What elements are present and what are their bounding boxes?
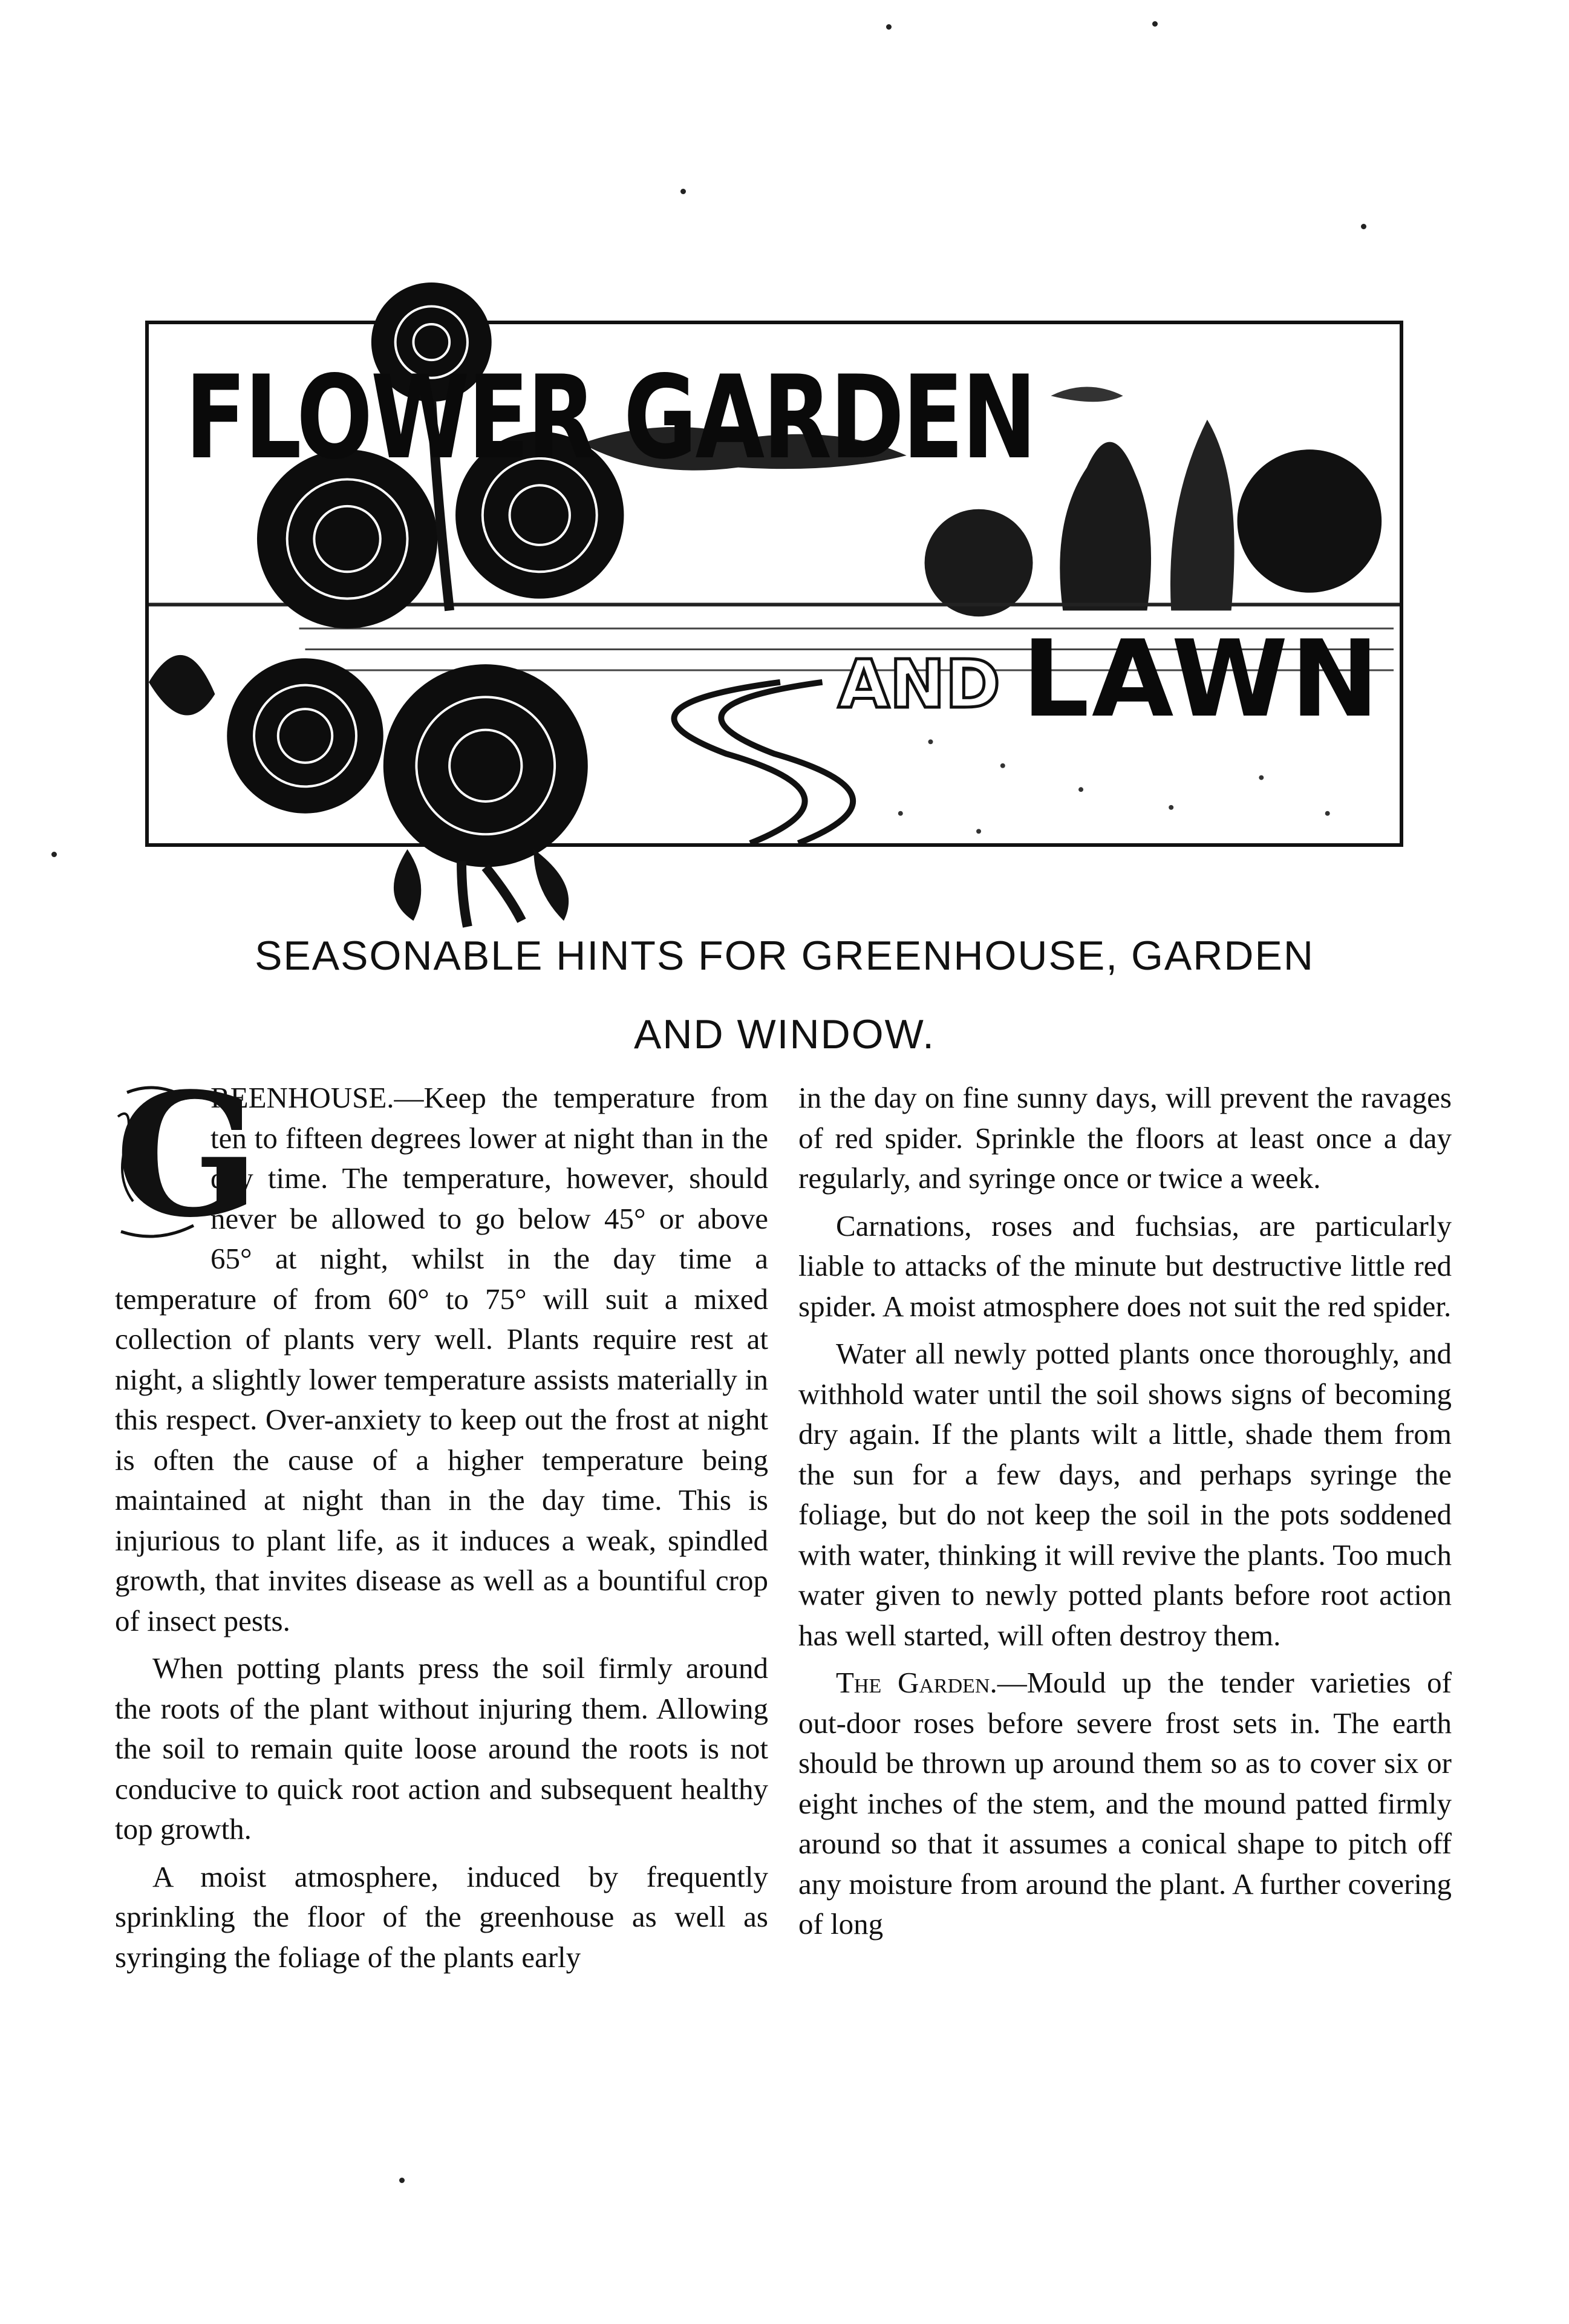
headline-line-2: AND WINDOW. (634, 1011, 935, 1057)
drop-cap-letter: G (115, 1056, 260, 1255)
banner-title-and: AND (838, 645, 1000, 723)
paragraph-red-spider: in the day on fine sunny days, will prevent the ravages of red spider. Sprinkle the floors at least once a day regularly, and syringe once or twice a week. (798, 1081, 1452, 1195)
banner-title-lawn: LAWN (1022, 618, 1381, 741)
article-headline (0, 916, 1569, 1074)
paragraph-the-garden-text: —Mould up the tender varieties of out-door roses before severe frost sets in. The earth should be thrown up around them so as to cover six or eight inches of the stem, and the mound patted firmly around so that it assumes a conical shape to pitch off any moisture from around the plant. A further covering of long (798, 1666, 1452, 1940)
paragraph-potting: When potting plants press the soil firmly around the roots of the plant without injuring them. Allowing the soil to remain quite loose around the roots is not conducive to quick root action and subsequent healthy top growth. (115, 1651, 768, 1846)
banner-title-flower-garden: FLOWER GARDEN (185, 351, 1035, 485)
right-column (798, 1078, 1452, 1952)
paragraph-carnations: Carnations, roses and fuchsias, are particularly liable to attacks of the minute but destructive little red spider. A moist atmosphere does not suit the red spider. (798, 1209, 1452, 1323)
paragraph-moist-atmosphere: A moist atmosphere, induced by frequently sprinkling the floor of the greenhouse as well as syringing the foliage of the plants early (115, 1859, 768, 1974)
section-lead-the-garden: The Garden. (836, 1666, 997, 1699)
paragraph-greenhouse (115, 1056, 768, 1641)
flower-garden-banner (145, 321, 1403, 847)
print-speck (1152, 21, 1158, 27)
print-speck (680, 189, 686, 194)
ornamental-drop-cap (115, 1056, 260, 1255)
paragraph-watering: Water all newly potted plants once thoroughly, and withhold water until the soil shows signs of becoming dry again. If the plants wilt a little, shade them from the sun for a few days, and perhaps syringe the foliage, but do not keep the soil in the pots soddened with water, thinking it will revive the plants. Too much water given to newly potted plants before root action has well started, will often destroy them. (798, 1337, 1452, 1652)
left-column (115, 1056, 768, 1985)
print-speck (399, 2178, 405, 2183)
paragraph-greenhouse-text: REENHOUSE.—Keep the temperature from ten to fifteen degrees lower at night than in the day time. The temperature, however, should never be allowed to go below 45° or above 65° at night, whilst in the day time a temperature of from 60° to 75° will suit a mixed collection of plants very well. Plants require rest at night, a slightly lower temperature assists materially in this respect. Over-anxiety to keep out the frost at night is often the cause of a higher temperature being maintained at night than in the day time. This is injurious to plant life, as it induces a weak, spindled growth, that invites disease as well as a bountiful crop of insect pests. (115, 1081, 768, 1637)
paragraph-the-garden (798, 1663, 1452, 1945)
print-speck (1361, 224, 1366, 229)
headline-line-1: SEASONABLE HINTS FOR GREENHOUSE, GARDEN (255, 933, 1314, 979)
print-speck (51, 852, 57, 857)
print-speck (886, 24, 892, 30)
